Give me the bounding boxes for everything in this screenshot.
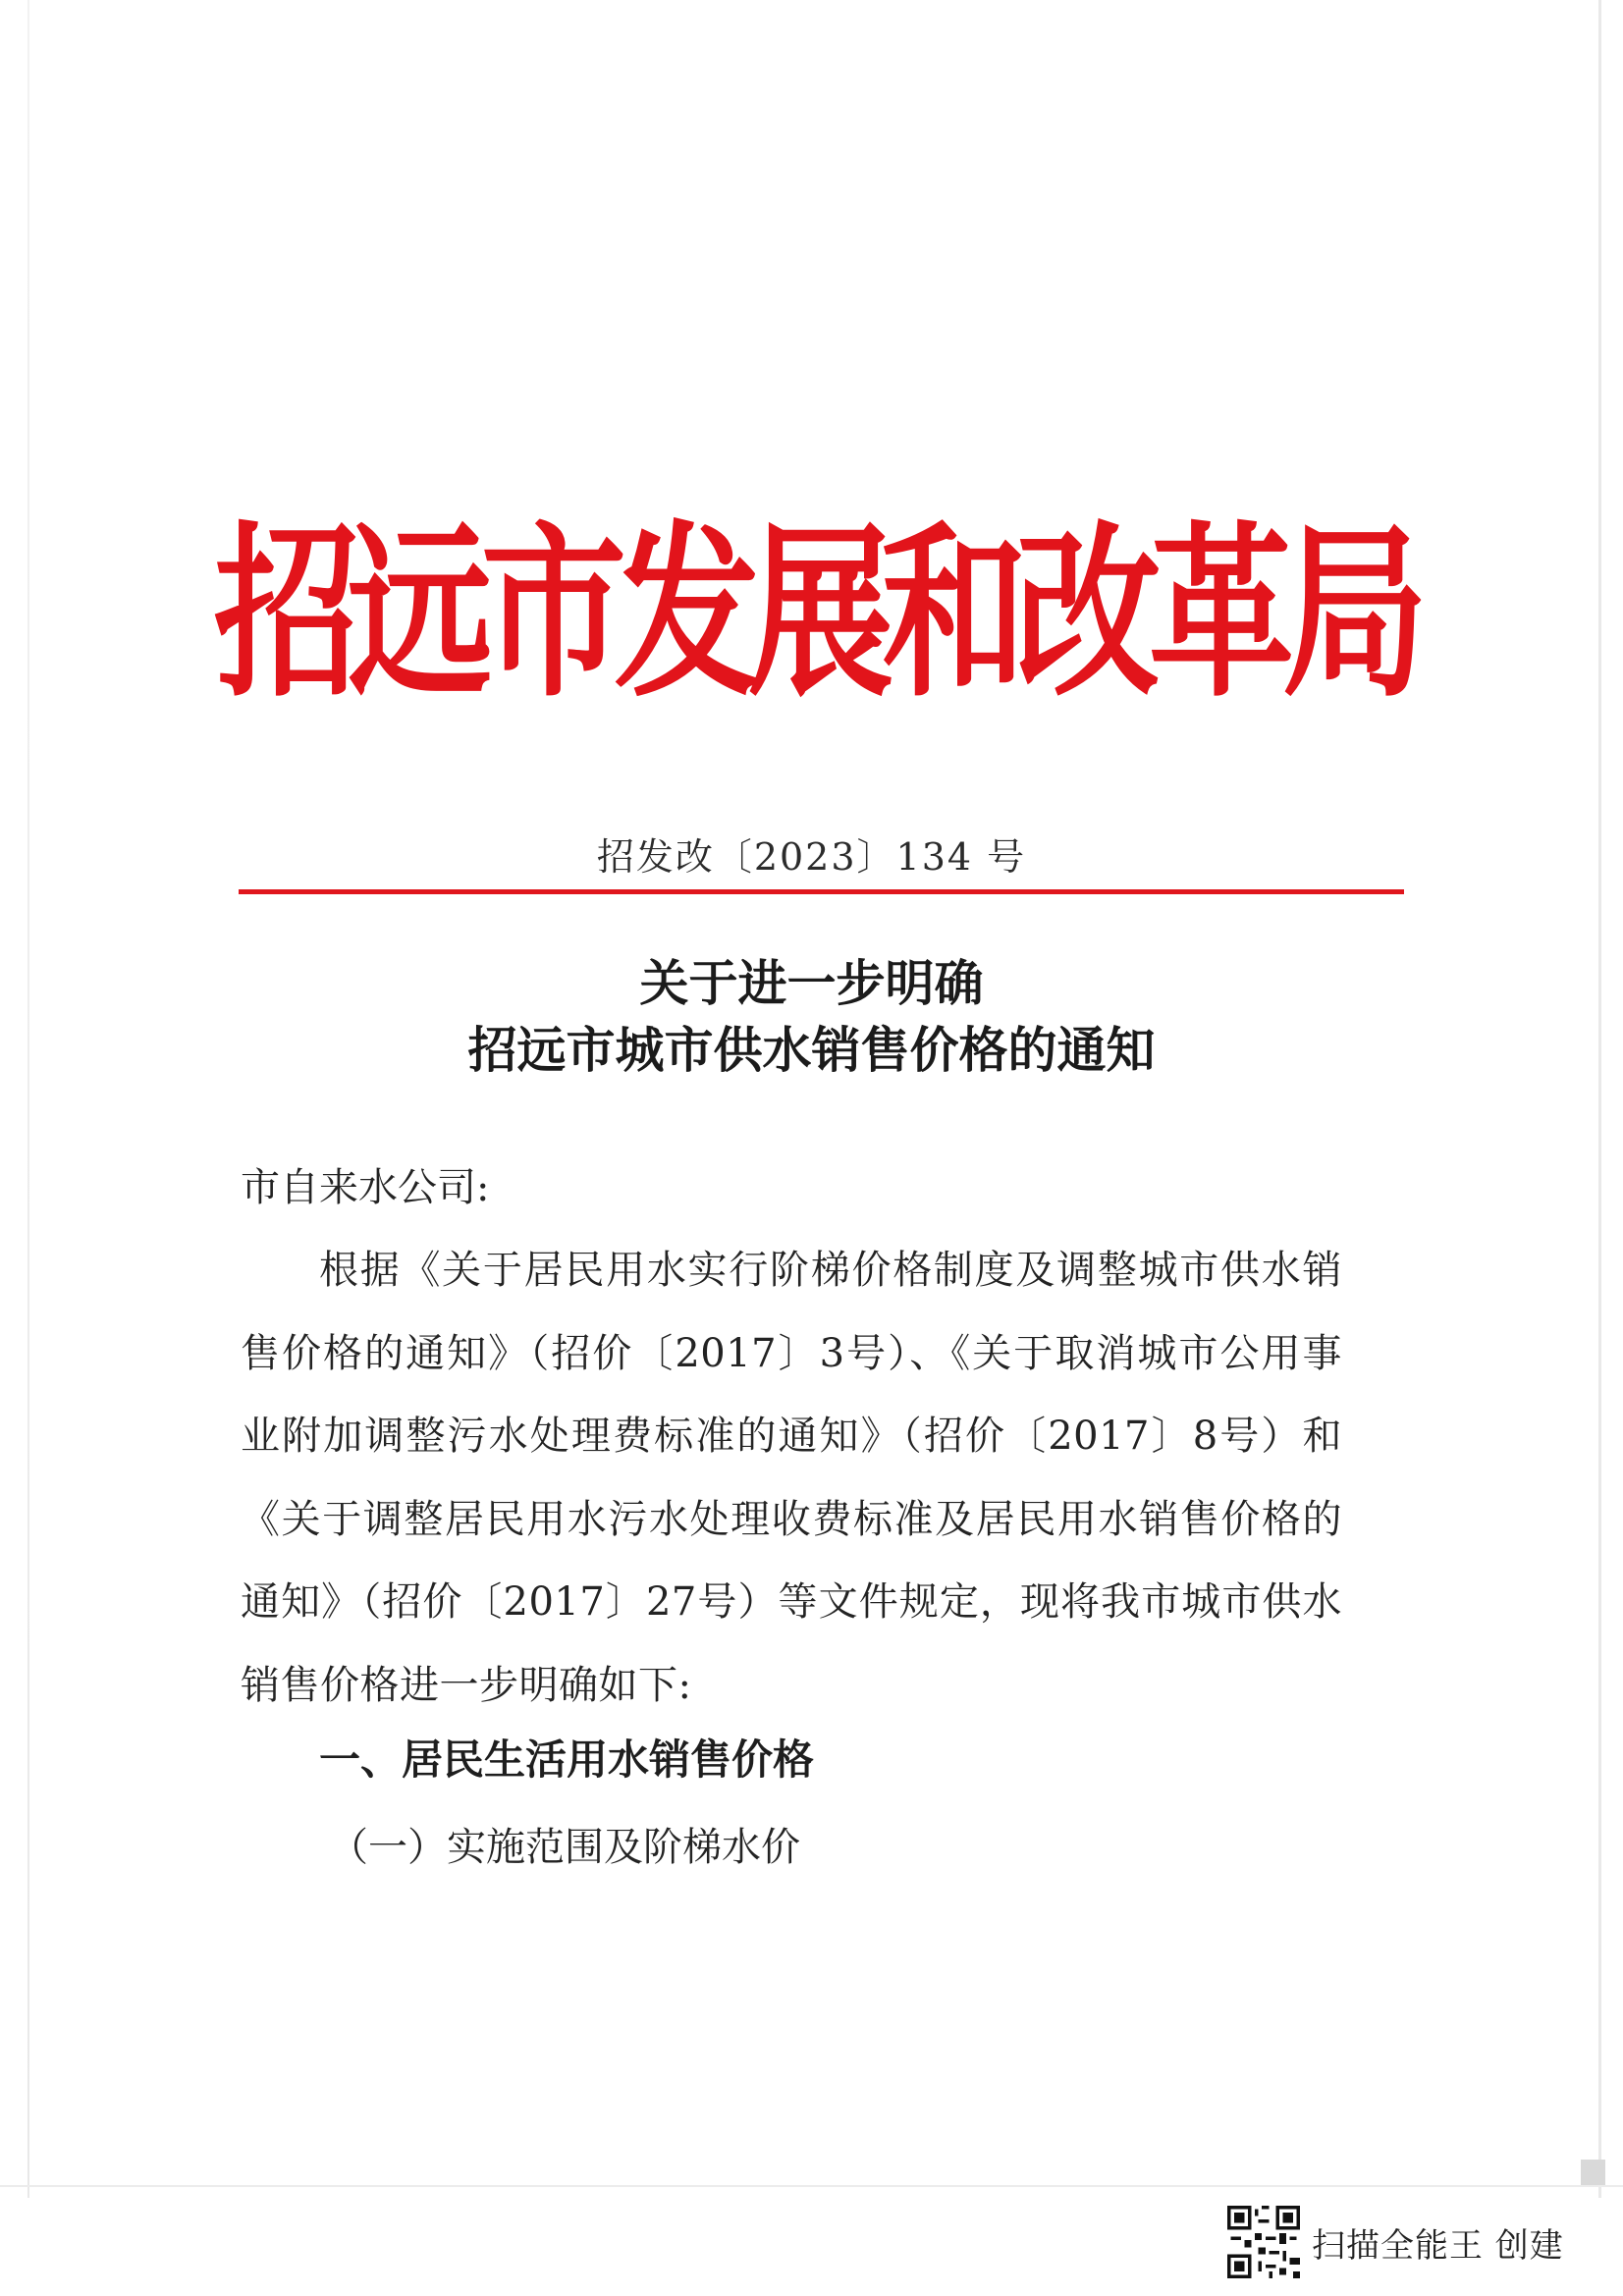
document-title-line-1: 关于进一步明确 [639,954,984,1012]
scan-edge-right [1598,0,1601,2198]
document-number: 招发改〔2023〕134 号 [596,835,1027,879]
salutation: 市自来水公司: [241,1165,490,1210]
scan-corner-shadow [1581,2160,1605,2185]
scan-edge-left [27,0,29,2198]
watermark-label: 扫描全能王 创建 [1312,2225,1564,2266]
masthead-title: 招远市发展和改革局 [214,506,1416,722]
subsection-heading-1: （一）实施范围及阶梯水价 [329,1825,800,1870]
red-divider [239,889,1404,894]
scan-bottom-edge [0,2185,1623,2187]
body-paragraph: 根据《关于居民用水实行阶梯价格制度及调整城市供水销售价格的通知》（招价〔2017〕3号）、《关于取消城市公用事业附加调整污水处理费标准的通知》（招价〔2017〕8号）和《关于调整居民用水污水处理收费标准及居民用水销售价格的通知》（招价〔2017〕27号）等文件规定，现将我市城市供水销售价格进一步明确如下: [241,1248,1342,1708]
scanner-watermark [1227,2203,1564,2281]
section-heading-1: 一、居民生活用水销售价格 [319,1735,815,1784]
qr-code-icon [1227,2206,1300,2278]
document-title-line-2: 招远市城市供水销售价格的通知 [467,1021,1156,1079]
